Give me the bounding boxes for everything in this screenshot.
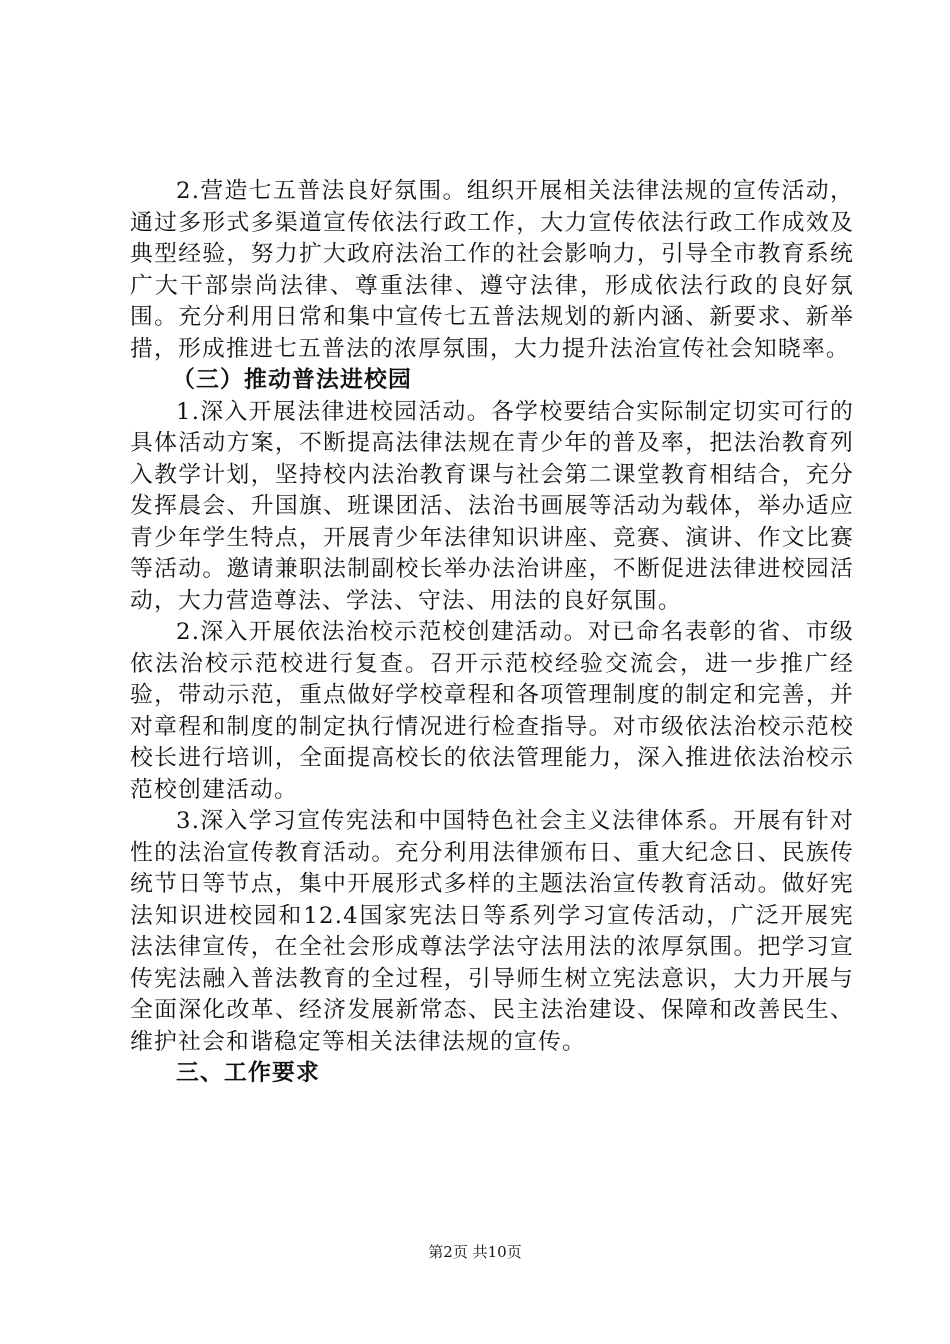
section-heading-work-requirements: 三、工作要求 bbox=[176, 1060, 320, 1086]
document-body bbox=[130, 176, 854, 1090]
page-number-footer: 第2页 共10页 bbox=[428, 1243, 522, 1261]
paragraph-model-school: 2.深入开展依法治校示范校创建活动。对已命名表彰的省、市级依法治校示范校进行复查。召开示范校经验交流会，进一步推广经验，带动示范，重点做好学校章程和各项管理制度的制定和完善，并对章程和制度的制定执行情况进行检查指导。对市级依法治校示范校校长进行培训，全面提高校长的依法管理能力，深入推进依法治校示范校创建活动。 bbox=[130, 619, 854, 803]
paragraph-promote-atmosphere: 2.营造七五普法良好氛围。组织开展相关法律法规的宣传活动，通过多形式多渠道宣传依法行政工作，大力宣传依法行政工作成效及典型经验，努力扩大政府法治工作的社会影响力，引导全市教育系统广大干部崇尚法律、尊重法律、遵守法律，形成依法行政的良好氛围。充分利用日常和集中宣传七五普法规划的新内涵、新要求、新举措，形成推进七五普法的浓厚氛围，大力提升法治宣传社会知晓率。 bbox=[130, 178, 854, 362]
paragraph-constitution-study: 3.深入学习宣传宪法和中国特色社会主义法律体系。开展有针对性的法治宣传教育活动。充分利用法律颁布日、重大纪念日、民族传统节日等节点，集中开展形式多样的主题法治宣传教育活动。做好宪法知识进校园和12.4国家宪法日等系列学习宣传活动，广泛开展宪法法律宣传，在全社会形成尊法学法守法用法的浓厚氛围。把学习宣传宪法融入普法教育的全过程，引导师生树立宪法意识，大力开展与全面深化改革、经济发展新常态、民主法治建设、保障和改善民生、维护社会和谐稳定等相关法律法规的宣传。 bbox=[130, 808, 854, 1055]
paragraph-law-into-campus: 1.深入开展法律进校园活动。各学校要结合实际制定切实可行的具体活动方案，不断提高法律法规在青少年的普及率，把法治教育列入教学计划，坚持校内法治教育课与社会第二课堂教育相结合，充分发挥晨会、升国旗、班课团活、法治书画展等活动为载体，举办适应青少年学生特点，开展青少年法律知识讲座、竞赛、演讲、作文比赛等活动。邀请兼职法制副校长举办法治讲座，不断促进法律进校园活动，大力营造尊法、学法、守法、用法的良好氛围。 bbox=[130, 398, 854, 614]
section-heading-campus: （三）推动普法进校园 bbox=[172, 367, 412, 393]
